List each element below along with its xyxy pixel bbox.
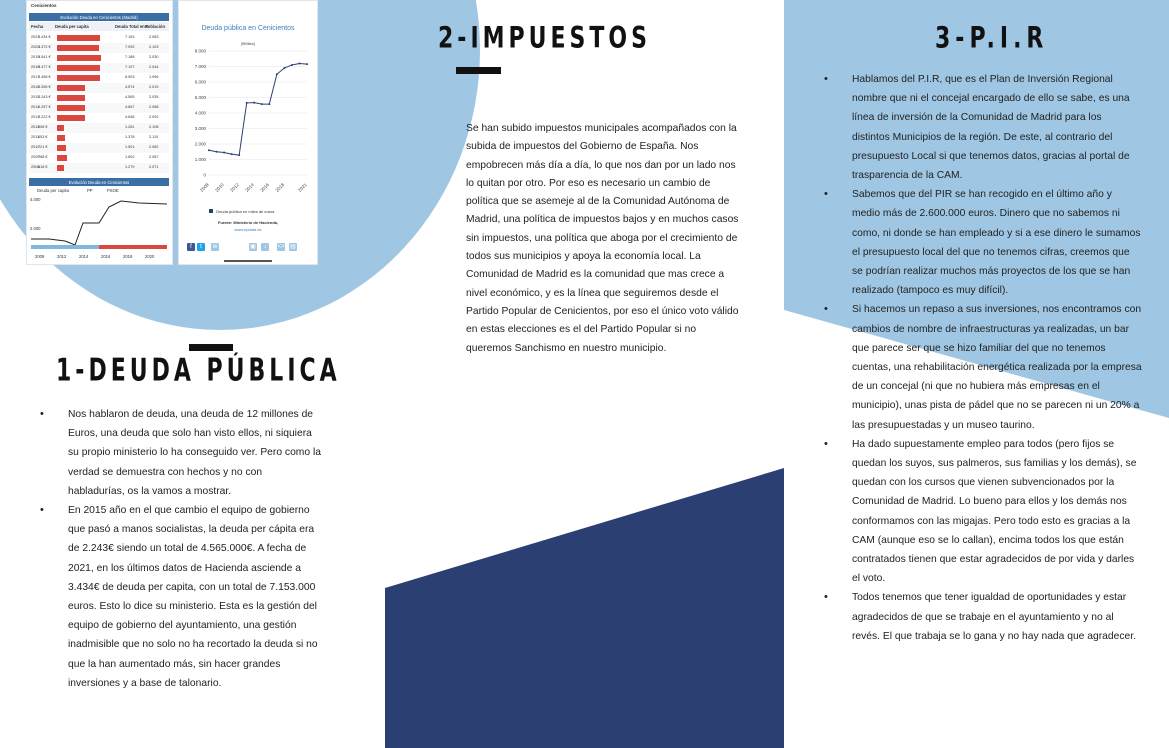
y-tick-label: 3.000 (194, 126, 206, 131)
header-year: Fecha (31, 24, 44, 29)
debt-bar (57, 125, 64, 131)
table-row (29, 163, 169, 173)
data-point (253, 102, 255, 104)
mini-chart-title: Evolución Deuda en Cenicientos (68, 180, 130, 185)
mini-y-1: 4.000 (30, 197, 41, 202)
mini-legend-2: PP (87, 188, 93, 193)
legend-swatch (209, 209, 213, 213)
debt-bar (57, 115, 85, 121)
section2-title: 2-IMPUESTOS (438, 22, 651, 56)
table-row (29, 83, 169, 93)
row-percap: 3.372 € (38, 45, 51, 49)
section3-bullet-2: • Sabemos que del PIR se han recogido en el último año y medio más de 2.600.000 euros. Dinero que no sabemos ni como, ni donde se han empleado y si a ese dinero le sumamos el presupuesto local del que no tenemos cifras, creemos que se podrían realizar muchos más proyectos de los que se han realizado (tampoco es muy difícil). (820, 185, 1142, 300)
row-pop: 2.110 (149, 135, 159, 139)
data-point (261, 103, 263, 105)
row-year: 2012 (31, 125, 40, 129)
row-pop: 2.092 (149, 115, 159, 119)
y-tick-label: 8.000 (194, 48, 206, 54)
section1-bullet-1: • Nos hablaron de deuda, una deuda de 12 millones de Euros, una deuda que solo han visto ellos, ni siquiera su propio ministerio lo ha conseguido ver. Pero como la verdad se demuestra con hechos y no con habladurías, os la vamos a mostrar. (36, 405, 321, 501)
row-total: 1.602 (125, 155, 135, 159)
table-row (29, 113, 169, 123)
table-body (29, 33, 169, 175)
row-total: 7.092 (125, 45, 135, 49)
x-tick-label: 2008 (199, 182, 210, 193)
debt-table-card (26, 0, 173, 265)
section1-title: 1-DEUDA PÚBLICA (56, 354, 341, 389)
table-row (29, 133, 169, 143)
row-pop: 2.082 (149, 145, 159, 149)
section3-title: 3-P.I.R (935, 22, 1049, 56)
line-chart-plot (179, 45, 317, 215)
debt-line-chart-card (178, 0, 318, 265)
header-total: Deuda Total en € (115, 24, 149, 29)
row-percap: 721 € (38, 145, 48, 149)
row-pop: 2.108 (149, 125, 159, 129)
y-tick-label: 1.000 (194, 157, 206, 162)
debt-bar (57, 55, 101, 61)
data-point (208, 149, 210, 151)
row-total: 4.667 (125, 105, 135, 109)
x-tick-label: 2021 (297, 182, 308, 193)
navy-shape (385, 468, 784, 748)
table-header (29, 22, 169, 31)
row-total: 4.565 (125, 95, 135, 99)
chart-title: Deuda pública en Cenicientos (201, 25, 295, 32)
x-tick-label: 2012 (229, 182, 240, 193)
chart-legend (209, 209, 274, 214)
mini-x-1: 2009 (35, 254, 45, 259)
row-percap: 3.541 € (38, 55, 51, 59)
y-tick-label: 6.000 (194, 79, 206, 85)
table-row (29, 63, 169, 73)
debt-bar (57, 95, 85, 101)
row-year: 2015 (31, 95, 40, 99)
row-year: 2014 (31, 105, 40, 109)
debt-series-line (209, 64, 307, 156)
whatsapp-icon[interactable]: w (212, 244, 218, 250)
chart-ylabel: (€Miles) (240, 41, 256, 46)
row-year: 2016 (31, 85, 40, 89)
y-tick-label: 2.000 (194, 141, 206, 147)
debt-bar (57, 145, 66, 151)
row-year: 2019 (31, 55, 40, 59)
data-point (283, 67, 285, 69)
x-tick-label: 2014 (244, 182, 255, 193)
row-year: 2008 (31, 165, 40, 169)
data-point (216, 151, 218, 153)
row-total: 7.107 (125, 65, 135, 69)
mini-legend-1: Deuda per capita (37, 188, 69, 193)
mini-debt-chart (29, 193, 169, 251)
row-percap: 2.257 € (38, 105, 51, 109)
header-percap: Deuda per capita (55, 24, 89, 29)
debt-bar (57, 165, 64, 171)
section3-bullet-4: • Ha dado supuestamente empleo para todos (pero fijos se quedan los suyos, sus palmeros, sus familias y los demás), se quedan con los cursos que vienen subvencionados por la Comunidad de Madrid. Lo bueno para ellos y los demás nos conformamos con las migajas. Pero todo esto es gracias a la CAM (aunque eso se lo callan), encima todos los que están contratados tienen que estar agradecidos de por vida y darles el voto. (820, 435, 1142, 589)
mini-x-2: 2012 (57, 254, 67, 259)
section2-bar (456, 67, 501, 74)
image-icon[interactable]: ▣ (250, 244, 256, 250)
row-percap: 2.265 € (38, 85, 51, 89)
row-total: 7.188 (125, 55, 135, 59)
legend-label: Deuda pública en miles de euros (216, 209, 275, 214)
debt-bar (57, 155, 67, 161)
mini-x-5: 2018 (123, 254, 133, 259)
debt-bar (57, 105, 85, 111)
row-percap: 3.477 € (38, 65, 51, 69)
row-total: 4.574 (125, 85, 135, 89)
mini-legend-3: PSOE (107, 188, 119, 193)
mini-x-3: 2014 (79, 254, 89, 259)
mini-y-2: 2.000 (30, 226, 41, 231)
row-percap: 653 € (38, 135, 48, 139)
section3-list (820, 70, 1142, 646)
table-row (29, 93, 169, 103)
debt-bar (57, 65, 100, 71)
header-pop: Población (145, 24, 166, 29)
row-pop: 2.103 (149, 45, 159, 49)
print-icon[interactable]: ▤ (290, 244, 296, 250)
data-point (268, 103, 270, 105)
data-point (231, 153, 233, 155)
row-pop: 1.996 (149, 75, 159, 79)
row-percap: 2.243 € (38, 95, 51, 99)
download-icon[interactable]: ↓ (261, 243, 269, 251)
row-total: 7.153 (125, 35, 135, 39)
debt-bar (57, 35, 100, 41)
row-total: 1.281 (125, 125, 135, 129)
row-percap: 3.458 € (38, 75, 51, 79)
table-top-label: Cenicientos (31, 3, 57, 8)
row-year: 2010 (31, 145, 40, 149)
row-percap: 3.434 € (38, 35, 51, 39)
twitter-icon[interactable]: t (197, 243, 205, 251)
debt-bar (57, 45, 99, 51)
section3-bullet-1: • Hablamos del P.I.R, que es el Plan de Inversión Regional nombre que ni el concejal encargado de ello se sabe, es una línea de inversión de la Comunidad de Madrid para los distintos Municipios de la región. De este, al contrario del presupuesto Local si que tenemos datos, gracias al portal de trasparencia de la CAM. (820, 70, 1142, 185)
table-title-bar (29, 13, 169, 21)
row-percap: 768 € (38, 155, 48, 159)
row-percap: 618 € (38, 165, 48, 169)
row-total: 4.648 (125, 115, 135, 119)
y-tick-label: 7.000 (194, 64, 206, 69)
debt-bar (57, 85, 85, 91)
section2-text: Se han subido impuestos municipales acompañados con la subida de impuestos del Gobierno de España. Nos empobrecen más día a día, lo que nos dan por un lado nos lo quitan por otro. Por eso es necesario un cambio de política que se asemeje al de la Comunidad Autónoma de Madrid, una política de impuestos bajos y en muchos casos sin impuestos, una política que aboga por el crecimiento de todos sus municipios y apoya la economía local. La Comunidad de Madrid es la comunidad que mas crece a nivel económico, y es la línea que seguiremos desde el Partido Popular de Cenicientos, por eso el único voto válido en estas elecciones es el del Partido Popular si no queremos Sanchismo en nuestro municipio. (466, 123, 739, 354)
chart-source-url: www.epdata.es (234, 227, 262, 232)
embed-icon[interactable]: <> (277, 244, 285, 250)
row-year: 2017 (31, 75, 40, 79)
data-point (291, 64, 293, 66)
section1-bar (189, 344, 233, 351)
y-tick-label: 0 (203, 172, 206, 178)
table-row (29, 103, 169, 113)
row-pop: 2.019 (149, 85, 159, 89)
row-total: 1.501 (125, 145, 135, 149)
y-tick-label: 5.000 (194, 95, 206, 100)
facebook-icon[interactable]: f (187, 243, 195, 251)
row-pop: 2.083 (149, 35, 159, 39)
mini-x-4: 2016 (101, 254, 111, 259)
y-tick-label: 4.000 (194, 110, 206, 116)
table-title: Evolución Deuda en Cenicientos (Madrid) (60, 15, 138, 20)
row-pop: 2.030 (149, 55, 159, 59)
debt-bar (57, 135, 65, 141)
row-year: 2009 (31, 155, 40, 159)
table-row (29, 43, 169, 53)
row-percap: 608 € (38, 125, 48, 129)
table-row (29, 153, 169, 163)
section3-bullet-5: • Todos tenemos que tener igualdad de oportunidades y estar agradecidos de que se trabaje en el ayuntamiento y no al revés. El que trabaja se lo gana y no hay nada que agradecer. (820, 588, 1142, 646)
row-pop: 2.068 (149, 105, 159, 109)
row-year: 2011 (31, 135, 40, 139)
data-point (276, 73, 278, 75)
row-year: 2013 (31, 115, 40, 119)
chart-source: Fuente: Ministerio de Hacienda, (217, 220, 279, 225)
row-year: 2020 (31, 45, 40, 49)
data-point (298, 63, 300, 65)
section3-bullet-3: • Si hacemos un repaso a sus inversiones, nos encontramos con cambios de nombre de infraestructuras ya realizadas, un bar que parece ser que se hizo familiar del que no tenemos cuentas, una rehabilitación energética realizada por la empresa de un concejal (ni que no hubiera más empresas en el municipio), unas pista de pádel que no se parecen ni un 20% a las presupuestadas y un museo taurino. (820, 300, 1142, 434)
data-point (306, 63, 308, 65)
debt-bar (57, 75, 100, 81)
row-pop: 2.044 (149, 65, 159, 69)
row-total: 1.279 (125, 165, 135, 169)
row-total: 1.378 (125, 135, 135, 139)
section1-bullet-2: • En 2015 año en el que cambio el equipo de gobierno que pasó a manos socialistas, la deuda per cápita era de 2.243€ siendo un total de 4.565.000€. A fecha de 2021, en los últimos datos de Hacienda asciende a 3.434€ de deuda per capita, con un total de 7.153.000 euros. Esto lo dice su ministerio. Esta es la gestión del equipo de gobierno del ayuntamiento, una gestión inadmisible que no solo no ha recortado la deuda si no que la han aumentado más, sin hacer grandes inversiones y a base de talonario. (36, 501, 321, 693)
table-row (29, 143, 169, 153)
x-tick-label: 2010 (214, 182, 225, 193)
x-tick-label: 2016 (259, 182, 271, 193)
mini-chart-title-bar (29, 178, 169, 186)
table-row (29, 33, 169, 43)
data-point (238, 154, 240, 156)
row-pop: 2.071 (149, 165, 159, 169)
section1-list (36, 405, 321, 693)
data-point (246, 102, 248, 104)
mini-x-6: 2020 (145, 254, 155, 259)
row-pop: 2.035 (149, 95, 159, 99)
row-total: 6.903 (125, 75, 135, 79)
row-percap: 2.222 € (38, 115, 51, 119)
row-year: 2018 (31, 65, 40, 69)
row-pop: 2.087 (149, 155, 159, 159)
table-row (29, 123, 169, 133)
x-tick-label: 2018 (274, 182, 286, 193)
data-point (223, 152, 225, 154)
card-divider (224, 260, 272, 262)
row-year: 2021 (31, 35, 40, 39)
table-row (29, 53, 169, 63)
table-row (29, 73, 169, 83)
